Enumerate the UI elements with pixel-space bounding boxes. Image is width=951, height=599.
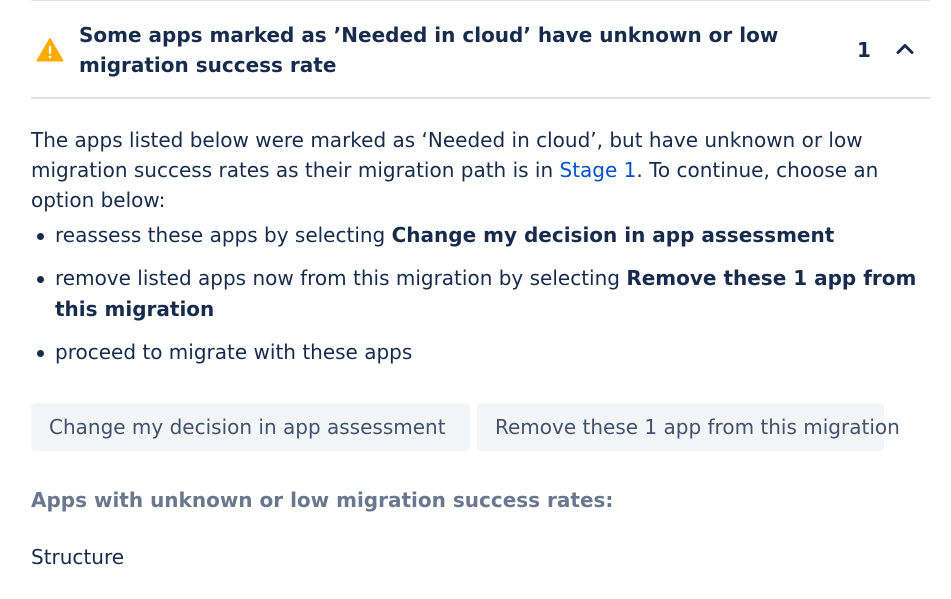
app-list-item: Structure	[31, 545, 125, 569]
option-text: proceed to migrate with these apps	[55, 340, 413, 364]
apps-section-heading: Apps with unknown or low migration success rates:	[31, 488, 614, 512]
option-remove	[31, 263, 921, 325]
warning-icon	[36, 36, 64, 64]
chevron-up-icon[interactable]	[893, 37, 917, 61]
issue-count: 1	[857, 38, 871, 62]
change-decision-label: Change my decision in app assessment	[49, 415, 446, 439]
warning-panel-header[interactable]	[31, 1, 930, 99]
option-action-name: Change my decision in app assessment	[391, 223, 835, 247]
intro-text: The apps listed below were marked as ‘Needed in cloud’, but have unknown or low migration success rates as their migration path is in	[31, 128, 863, 182]
intro-paragraph	[31, 125, 921, 215]
option-text: remove listed apps now from this migration by selecting	[55, 266, 627, 290]
remove-apps-button[interactable]	[477, 403, 900, 451]
option-text: reassess these apps by selecting	[55, 223, 392, 247]
panel-title: Some apps marked as ’Needed in cloud’ have unknown or low migration success rate	[79, 23, 779, 77]
intro-text-end: . To continue, choose an option below:	[31, 158, 879, 212]
option-proceed	[31, 337, 921, 368]
stage-1-link[interactable]: Stage 1	[559, 158, 637, 182]
option-reassess	[31, 220, 921, 251]
change-decision-button[interactable]	[31, 403, 470, 451]
remove-apps-label: Remove these 1 app from this migration	[495, 415, 900, 439]
option-action-name: Remove these 1 app from this migration	[55, 266, 917, 321]
options-list	[31, 220, 921, 380]
